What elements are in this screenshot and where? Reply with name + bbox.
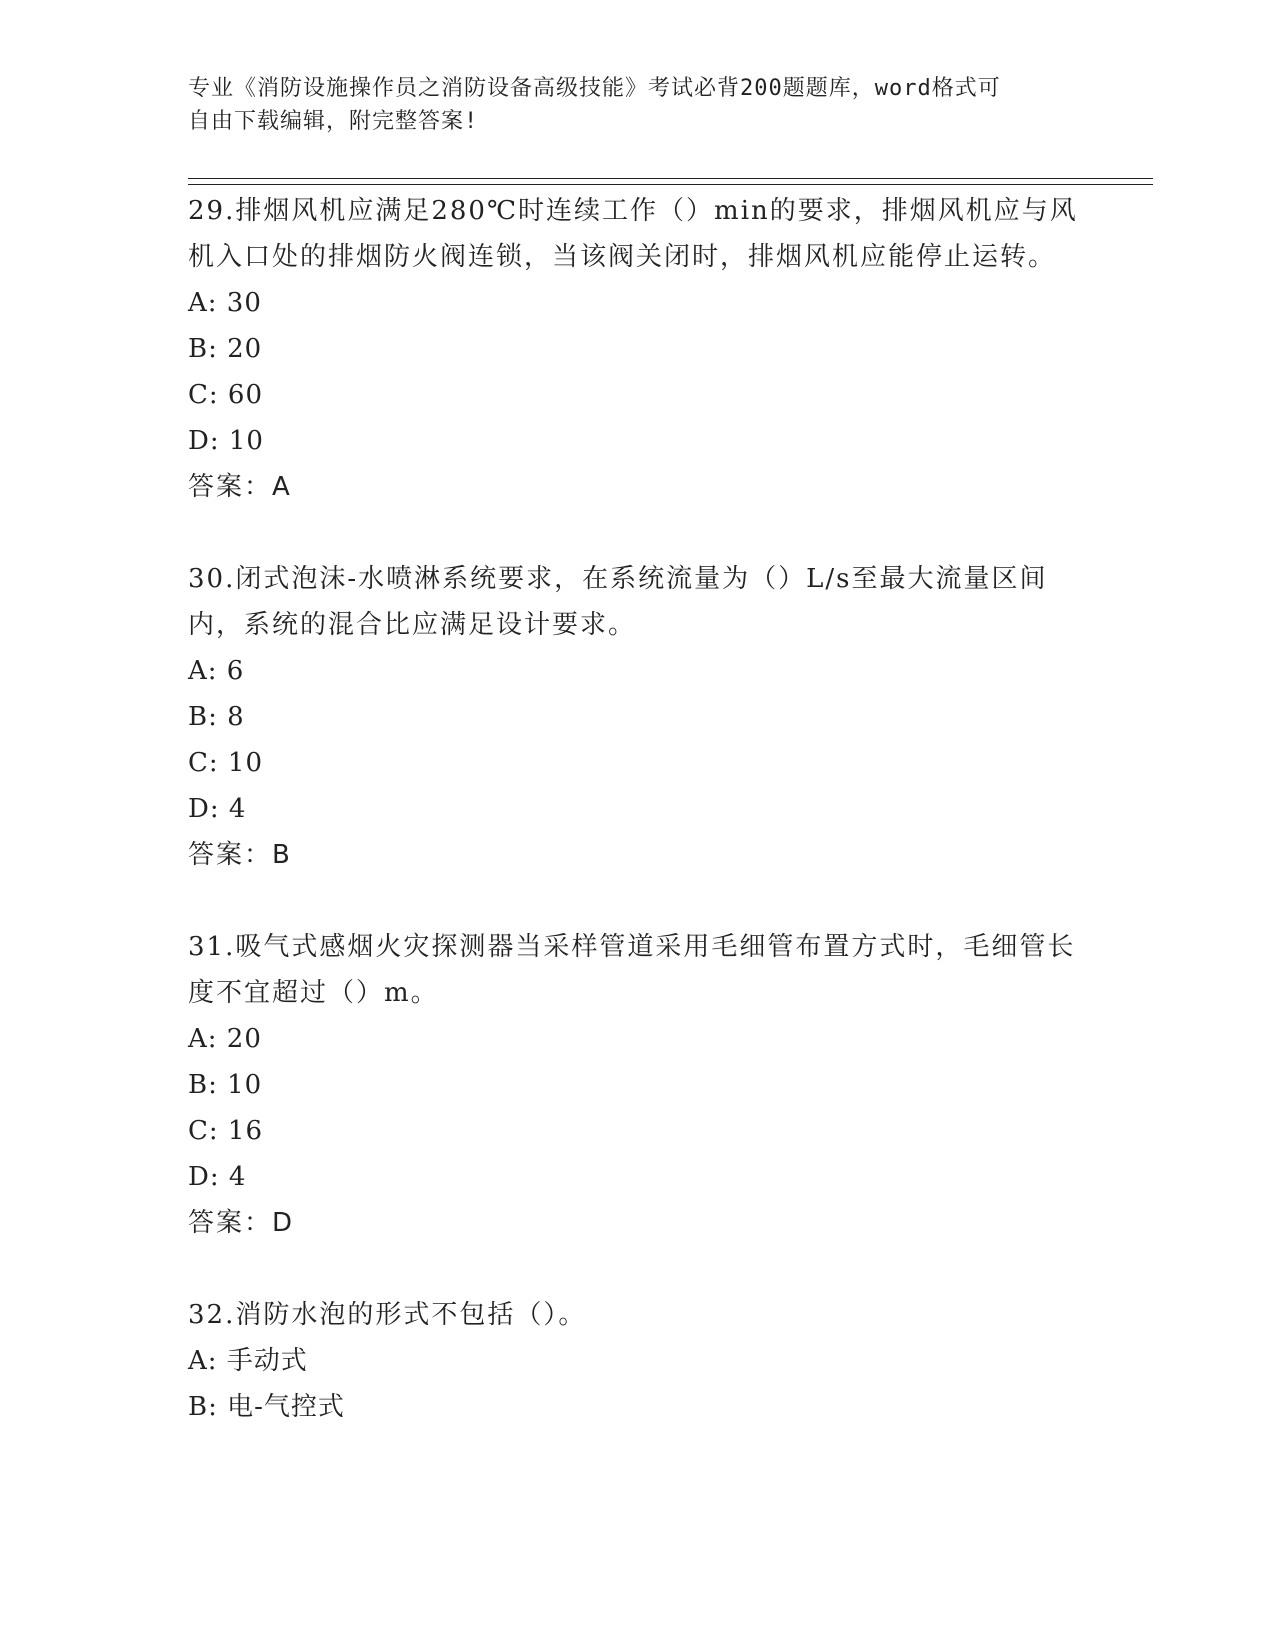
option-a: A: 手动式 bbox=[188, 1346, 308, 1376]
question-30 bbox=[188, 556, 1088, 878]
option-b: B: 电-气控式 bbox=[188, 1392, 345, 1422]
option-d: D: 4 bbox=[188, 1162, 247, 1192]
question-29 bbox=[188, 188, 1088, 510]
question-text: 30.闭式泡沫-水喷淋系统要求，在系统流量为（）L/s至最大流量区间内，系统的混合比应满足设计要求。 bbox=[188, 564, 1048, 640]
option-d: D: 4 bbox=[188, 794, 247, 824]
header-divider-top bbox=[188, 178, 1153, 179]
option-c: C: 16 bbox=[188, 1116, 264, 1146]
header-line-1: 专业《消防设施操作员之消防设备高级技能》考试必背200题题库，word格式可 bbox=[188, 76, 1001, 101]
option-c: C: 60 bbox=[188, 380, 264, 410]
document-header bbox=[188, 72, 1068, 138]
question-text: 32.消防水泡的形式不包括（）。 bbox=[188, 1300, 587, 1330]
option-d: D: 10 bbox=[188, 426, 264, 456]
option-b: B: 10 bbox=[188, 1070, 263, 1100]
option-b: B: 20 bbox=[188, 334, 263, 364]
option-a: A: 6 bbox=[188, 656, 245, 686]
option-b: B: 8 bbox=[188, 702, 245, 732]
question-text: 31.吸气式感烟火灾探测器当采样管道采用毛细管布置方式时，毛细管长度不宜超过（）m。 bbox=[188, 932, 1076, 1008]
question-31 bbox=[188, 924, 1088, 1246]
option-a: A: 30 bbox=[188, 288, 262, 318]
header-line-2: 自由下载编辑，附完整答案! bbox=[188, 109, 479, 134]
header-divider-bottom bbox=[188, 184, 1153, 185]
answer: 答案：D bbox=[188, 1208, 295, 1238]
question-32 bbox=[188, 1292, 1088, 1430]
option-a: A: 20 bbox=[188, 1024, 262, 1054]
answer: 答案：B bbox=[188, 840, 292, 870]
question-list bbox=[188, 188, 1088, 1476]
answer: 答案：A bbox=[188, 472, 292, 502]
question-text: 29.排烟风机应满足280℃时连续工作（）min的要求，排烟风机应与风机入口处的排烟防火阀连锁，当该阀关闭时，排烟风机应能停止运转。 bbox=[188, 196, 1078, 272]
option-c: C: 10 bbox=[188, 748, 264, 778]
